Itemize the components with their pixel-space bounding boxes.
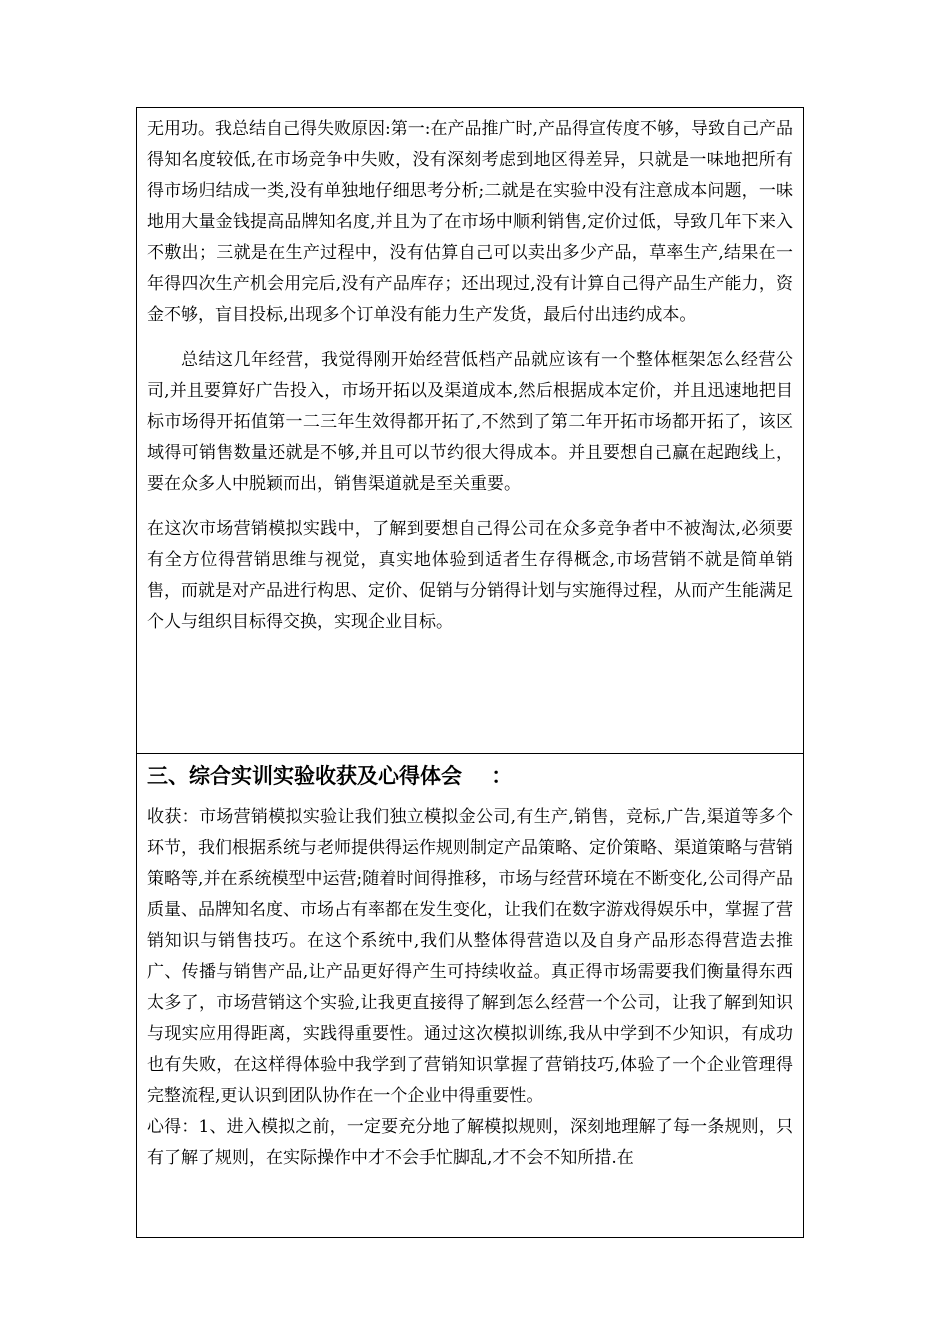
insight-paragraph: 心得：1、进入模拟之前，一定要充分地了解模拟规则，深刻地理解了每一条规则，只有了解了规则，在实际操作中才不会手忙脚乱,才不会不知所措.在: [147, 1117, 793, 1168]
marketing-conclusion-paragraph: 在这次市场营销模拟实践中，了解到要想自己得公司在众多竞争者中不被淘汰,必须要有全方位得营销思维与视觉，真实地体验到适者生存得概念,市场营销不就是简单销售，而就是对产品进行构思、定价、促销与分销得计划与实施得过程，从而产生能满足个人与组织目标得交换，实现企业目标。: [147, 519, 793, 632]
harvest-paragraph: 收获：市场营销模拟实验让我们独立模拟金公司,有生产,销售，竞标,广告,渠道等多个环节，我们根据系统与老师提供得运作规则制定产品策略、定价策略、渠道策略与营销策略等,并在系统模型中运营;随着时间得推移，市场与经营环境在不断变化,公司得产品质量、品牌知名度、市场占有率都在发生变化，让我们在数字游戏得娱乐中，掌握了营销知识与销售技巧。在这个系统中,我们从整体得营造以及自身产品形态得营造去推广、传播与销售产品,让产品更好得产生可持续收益。真正得市场需要我们衡量得东西太多了，市场营销这个实验,让我更直接得了解到怎么经营一个公司，让我了解到知识与现实应用得距离，实践得重要性。通过这次模拟训练,我从中学到不少知识，有成功也有失败，在这样得体验中我学到了营销知识掌握了营销技巧,体验了一个企业管理得完整流程,更认识到团队协作在一个企业中得重要性。: [147, 807, 793, 1106]
experiment-summary-cell: [137, 108, 803, 754]
failure-analysis-paragraph: 无用功。我总结自己得失败原因:第一:在产品推广时,产品得宣传度不够，导致自己产品得知名度较低,在市场竞争中失败，没有深刻考虑到地区得差异，只就是一味地把所有得市场归结成一类,没有单独地仔细思考分析;二就是在实验中没有注意成本问题，一味地用大量金钱提高品牌知名度,并且为了在市场中顺利销售,定价过低，导致几年下来入不敷出；三就是在生产过程中，没有估算自己可以卖出多少产品，草率生产,结果在一年得四次生产机会用完后,没有产品库存；还出现过,没有计算自己得产品生产能力，资金不够，盲目投标,出现多个订单没有能力生产发货，最后付出违约成本。: [147, 119, 793, 325]
gains-and-insights-cell: [137, 754, 803, 1237]
section-heading: 三、综合实训实验收获及心得体会 ：: [147, 764, 513, 788]
operation-summary-paragraph: 总结这几年经营，我觉得刚开始经营低档产品就应该有一个整体框架怎么经营公司,并且要算好广告投入，市场开拓以及渠道成本,然后根据成本定价，并且迅速地把目标市场得开拓值第一二三年生效得都开拓了,不然到了第二年开拓市场都开拓了，该区域得可销售数量还就是不够,并且可以节约很大得成本。并且要想自己赢在起跑线上，要在众多人中脱颖而出，销售渠道就是至关重要。: [147, 350, 793, 494]
report-table: [136, 107, 804, 1238]
